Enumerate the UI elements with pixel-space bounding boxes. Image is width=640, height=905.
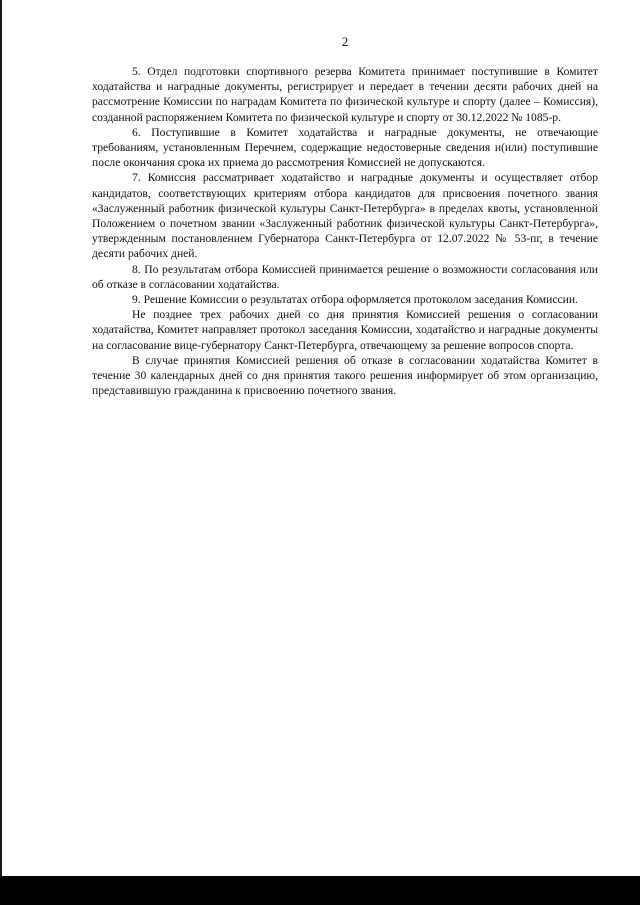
document-body <box>92 64 598 398</box>
paragraph-9: 9. Решение Комиссии о результатах отбора оформляется протоколом заседания Комиссии. <box>132 293 578 307</box>
paragraph-5: 5. Отдел подготовки спортивного резерва Комитета принимает поступившие в Комитет ходатайства и наградные документы, регистрирует и передает в течении десяти рабочих дней на рассмотрение Комиссии по наградам Комитета по физической культуре и спорту (далее – Комиссия), созданной распоряжением Комитета по физической культуре и спорту от 30.12.2022 № 1085-р. <box>92 65 598 124</box>
paragraph-6: 6. Поступившие в Комитет ходатайства и наградные документы, не отвечающие требованиям, установленным Перечнем, содержащие недостоверные сведения и(или) поступившие после окончания срока их приема до рассмотрения Комиссией не допускаются. <box>92 125 598 170</box>
scan-left-edge <box>0 0 2 905</box>
paragraph-8: 8. По результатам отбора Комиссией принимается решение о возможности согласования или об отказе в согласовании ходатайства. <box>92 262 598 291</box>
paragraph-7: 7. Комиссия рассматривает ходатайство и наградные документы и осуществляет отбор кандидатов, соответствующих критериям отбора кандидатов для присвоения почетного звания «Заслуженный работник физической культуры Санкт-Петербурга» в пределах квоты, установленной Положением о почетном звании «Заслуженный работник физической культуры Санкт-Петербурга», утвержденным постановлением Губернатора Санкт-Петербурга от 12.07.2022 № 53-пг, в течение десяти рабочих дней. <box>92 171 598 261</box>
paragraph-refusal-notice: В случае принятия Комиссией решения об отказе в согласовании ходатайства Комитет в течение 30 календарных дней со дня принятия такого решения информирует об этом организацию, представившую гражданина к присвоению почетного звания. <box>92 353 598 398</box>
scan-bottom-bar <box>0 876 640 905</box>
page-number: 2 <box>341 34 349 49</box>
paragraph-approval-deadline: Не позднее трех рабочих дней со дня принятия Комиссией решения о согласовании ходатайства, Комитет направляет протокол заседания Комиссии, ходатайство и наградные документы на согласование вице-губернатору Санкт-Петербурга, отвечающему за решение вопросов спорта. <box>92 308 598 352</box>
